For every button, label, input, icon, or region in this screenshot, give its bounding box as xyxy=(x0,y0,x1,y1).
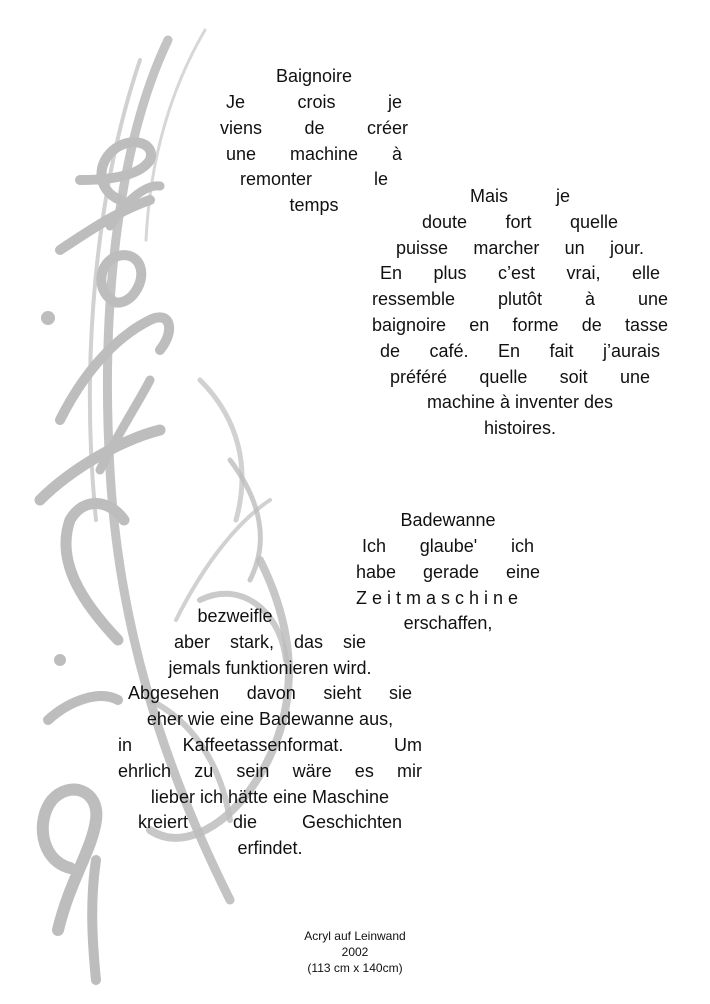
poem-line: En plus c’est vrai, elle xyxy=(380,263,660,284)
poem-line: Ich glaube' ich xyxy=(362,536,534,556)
poem-de-part2 xyxy=(118,604,422,862)
poem-fr-part2 xyxy=(372,184,668,442)
poem-line: ehrlich zu sein wäre es mir xyxy=(118,760,422,781)
poem-line: erfindet. xyxy=(237,838,303,859)
poem-line: Mais je xyxy=(470,186,570,206)
poem-line: Zeitmaschine xyxy=(356,587,524,608)
poem-line: préféré quelle soit une xyxy=(390,366,650,387)
poem-de-title-block xyxy=(356,508,540,534)
poem-line: temps xyxy=(289,195,339,216)
poem-line: bezweifle xyxy=(197,606,273,626)
poem-line: eher wie eine Badewanne aus, xyxy=(146,709,394,730)
poem-line: Je crois je xyxy=(226,92,402,112)
poem-fr-title-block xyxy=(220,64,408,90)
poem-fr-title: Baignoire xyxy=(275,66,353,86)
poem-line: baignoire en forme de tasse xyxy=(372,314,668,335)
poem-line: de café. En fait j’aurais xyxy=(380,340,660,361)
poem-line: kreiert die Geschichten xyxy=(138,812,402,833)
caption-year: 2002 xyxy=(341,945,369,959)
poem-line: doute fort quelle xyxy=(422,211,618,232)
poem-line: habe gerade eine xyxy=(356,561,540,582)
poem-de-title: Badewanne xyxy=(400,510,496,530)
caption-size: (113 cm x 140cm) xyxy=(307,961,403,975)
poem-line: machine à inventer des xyxy=(426,392,614,413)
poem-line: Abgesehen davon sieht sie xyxy=(128,683,412,704)
poem-line: puisse marcher un jour. xyxy=(396,237,644,258)
artwork-caption xyxy=(250,928,460,976)
poem-line: ressemble plutôt à une xyxy=(372,289,668,310)
poem-line: aber stark, das sie xyxy=(174,631,366,652)
poem-line: jemals funktionieren wird. xyxy=(168,657,372,678)
poem-line: une machine à xyxy=(226,143,402,164)
poem-line: erschaffen, xyxy=(403,613,493,634)
poem-line: histoires. xyxy=(483,418,557,439)
poem-line: in Kaffeetassenformat. Um xyxy=(118,734,422,755)
poem-line: remonter le xyxy=(240,169,388,190)
poem-line: viens de créer xyxy=(220,117,408,138)
poem-line: lieber ich hätte eine Maschine xyxy=(150,786,390,807)
caption-medium: Acryl auf Leinwand xyxy=(304,929,406,943)
